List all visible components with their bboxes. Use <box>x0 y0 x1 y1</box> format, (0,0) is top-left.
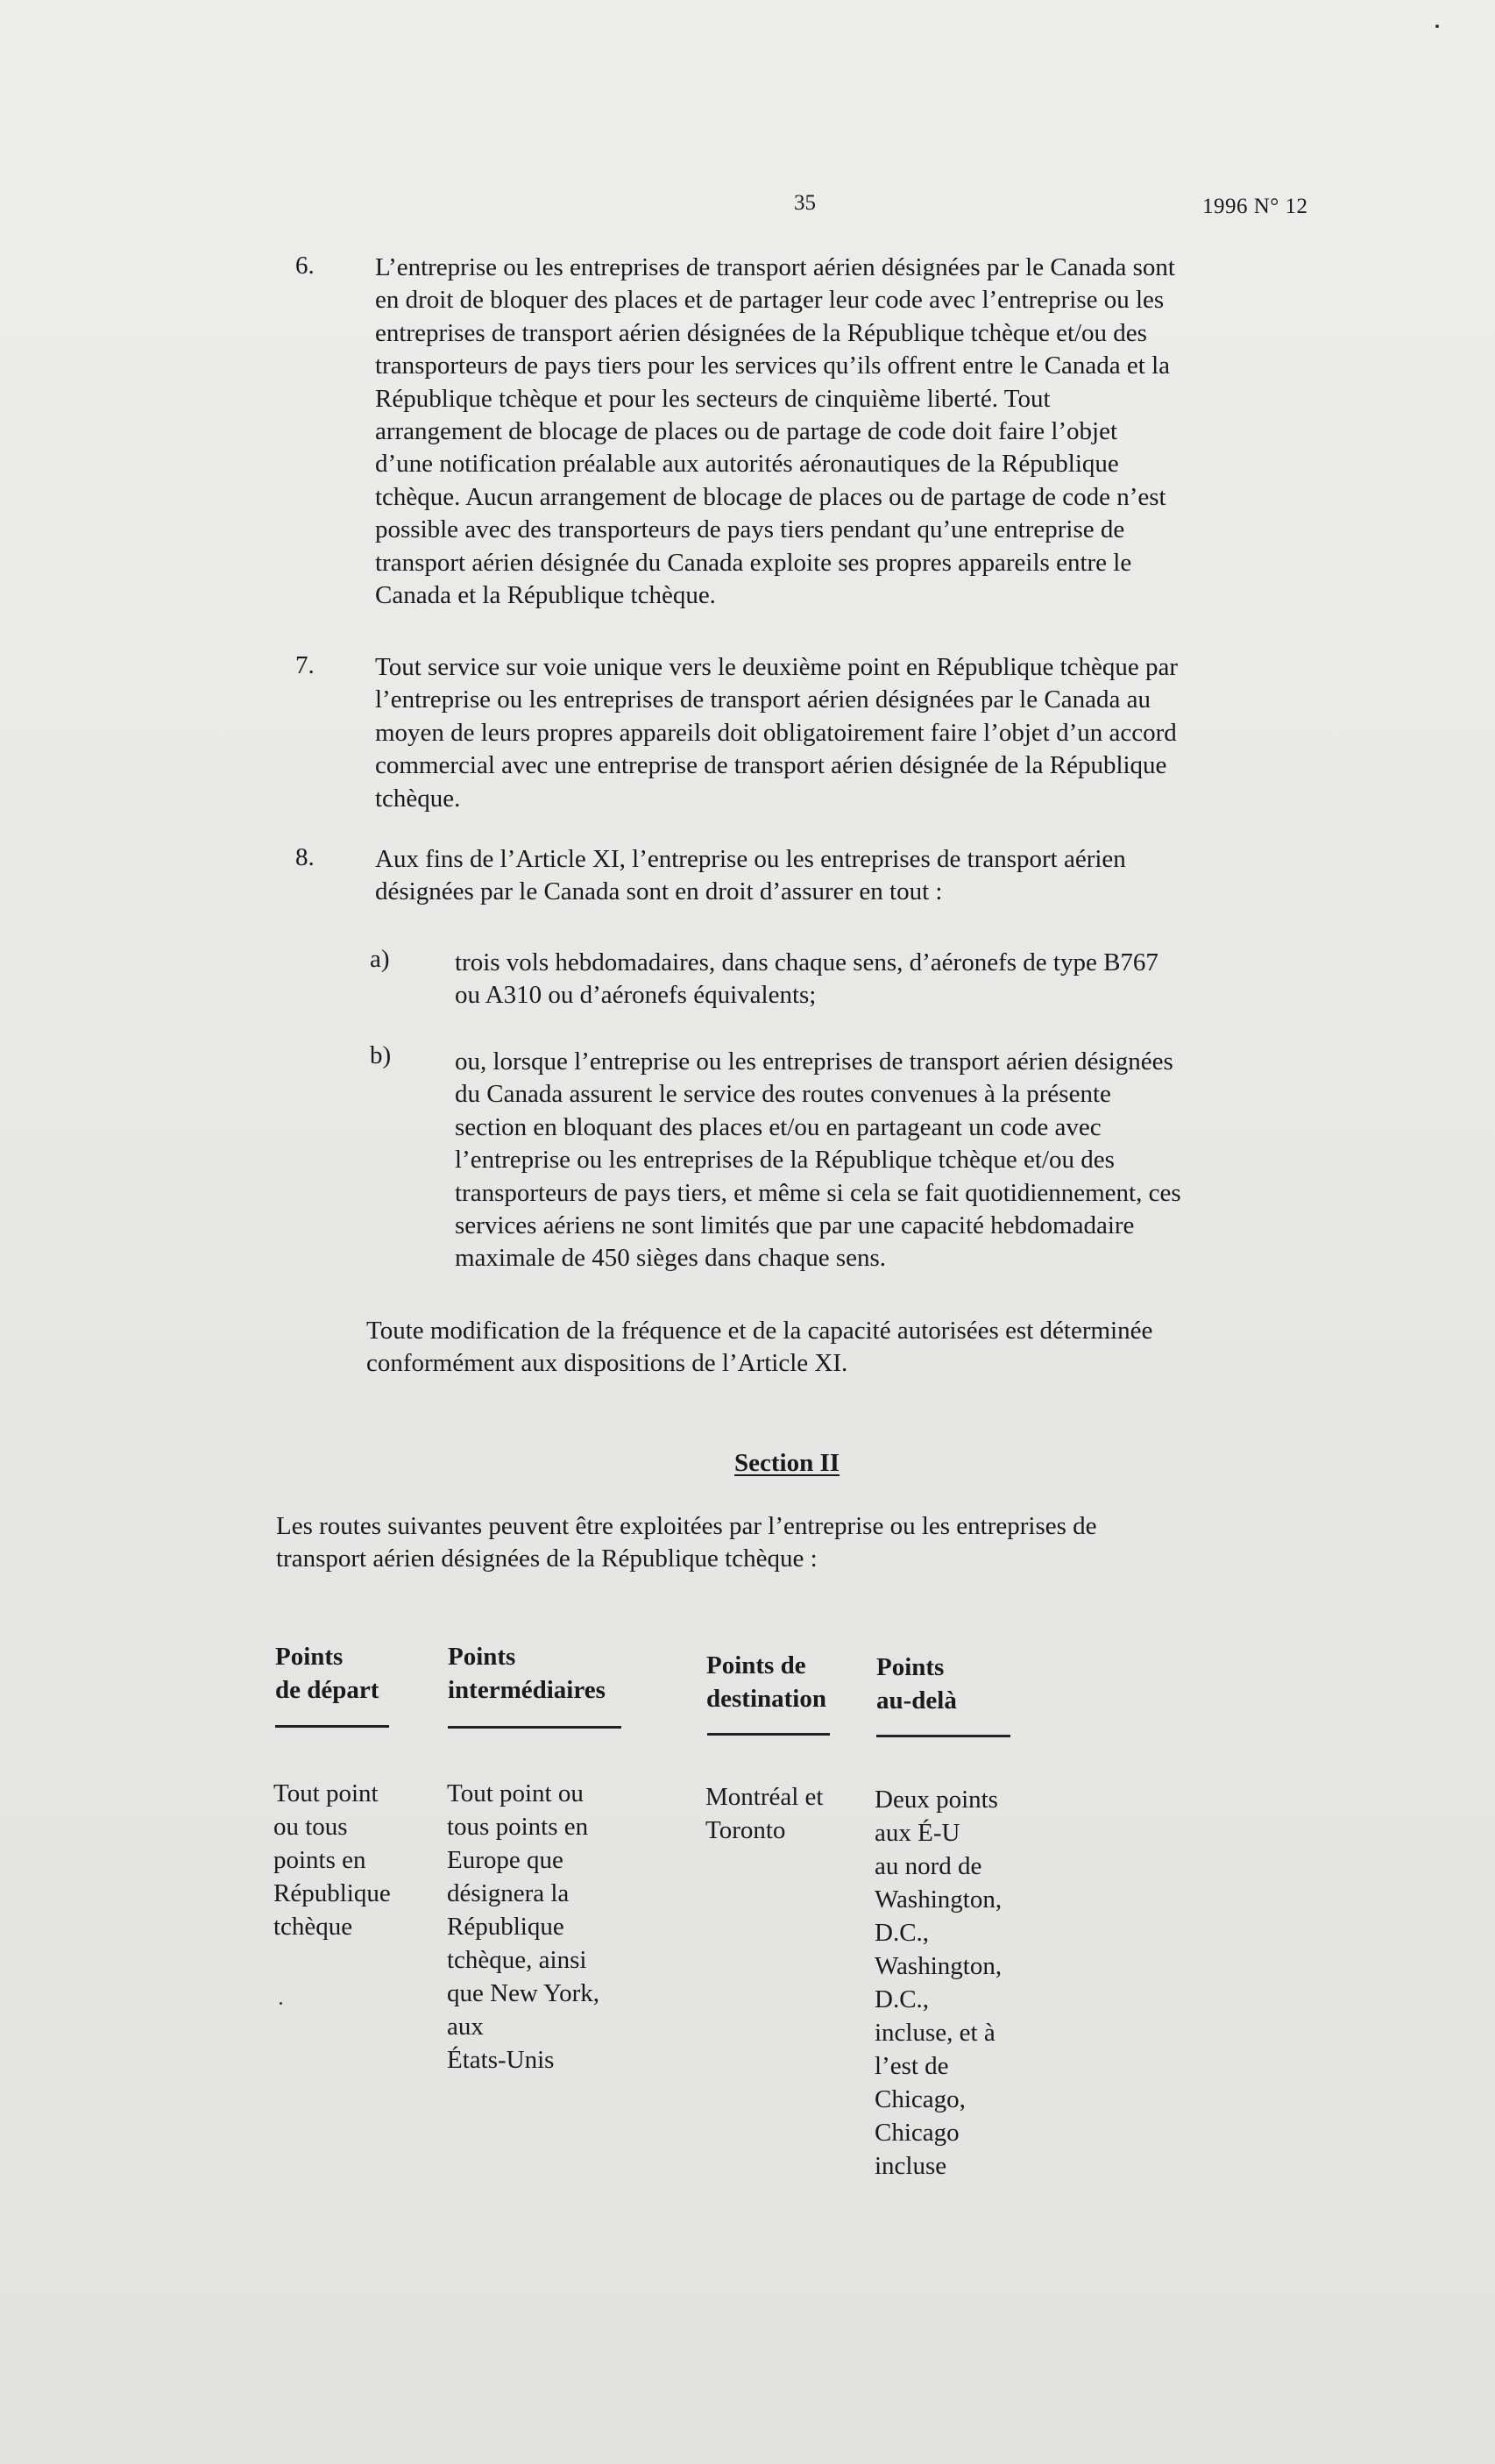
paragraph-line: ou A310 ou d’aéronefs équivalents; <box>455 981 817 1010</box>
table-cell-destination <box>705 1780 823 1847</box>
cell-line: Tout point <box>273 1779 379 1807</box>
cell-line: Europe que <box>447 1846 563 1874</box>
cell-line: tchèque <box>273 1913 353 1941</box>
paragraph-line: trois vols hebdomadaires, dans chaque sens, d’aéronefs de type B767 <box>455 948 1158 976</box>
subitem-label-a: a) <box>370 945 390 973</box>
paragraph-line: moyen de leurs propres appareils doit obligatoirement faire l’objet d’un accord <box>375 718 1177 747</box>
column-header-line: au-delà <box>876 1686 957 1715</box>
section-title: Section II <box>734 1449 840 1477</box>
paragraph-line: désignées par le Canada sont en droit d’assurer en tout : <box>375 877 943 906</box>
paragraph-line: arrangement de blocage de places ou de partage de code doit faire l’objet <box>375 417 1118 446</box>
paragraph-line: services aériens ne sont limités que par une capacité hebdomadaire <box>455 1211 1135 1240</box>
paragraph-line: d’une notification préalable aux autorités aéronautiques de la République <box>375 450 1119 479</box>
cell-line: Chicago, <box>875 2085 966 2113</box>
paragraph-line: possible avec des transporteurs de pays tiers pendant qu’une entreprise de <box>375 515 1125 544</box>
table-cell-intermediate <box>447 1777 599 2077</box>
column-header-line: Points de <box>706 1651 806 1679</box>
paragraph-6 <box>375 252 1330 612</box>
paragraph-line: Les routes suivantes peuvent être exploitées par l’entreprise ou les entreprises de <box>276 1512 1097 1540</box>
paragraph-line: transporteurs de pays tiers, et même si cela se fait quotidiennement, ces <box>455 1178 1181 1207</box>
column-header-line: Points <box>275 1643 344 1671</box>
cell-line: l’est de <box>875 2052 949 2080</box>
paragraph-line: l’entreprise ou les entreprises de transport aérien désignées par le Canada au <box>375 685 1151 714</box>
scan-speck <box>1435 25 1439 28</box>
cell-line: Montréal et <box>705 1783 824 1811</box>
paragraph-line: L’entreprise ou les entreprises de transport aérien désignées par le Canada sont <box>375 253 1175 281</box>
paragraph-line: en droit de bloquer des places et de partager leur code avec l’entreprise ou les <box>375 286 1165 315</box>
paragraph-line: Tout service sur voie unique vers le deuxième point en République tchèque par <box>375 653 1179 681</box>
cell-line: que New York, <box>447 1979 599 2007</box>
paragraph-line: l’entreprise ou les entreprises de la République tchèque et/ou des <box>455 1146 1115 1175</box>
cell-line: tous points en <box>447 1813 589 1841</box>
column-header-destination <box>706 1649 826 1715</box>
table-cell-departure <box>273 1777 391 1943</box>
section-intro <box>276 1510 1310 1576</box>
cell-line: D.C., <box>875 1985 930 2013</box>
cell-line: D.C., <box>875 1919 930 1947</box>
cell-line: incluse <box>875 2152 947 2180</box>
column-header-line: de départ <box>275 1676 379 1704</box>
subitem-label-b: b) <box>370 1041 392 1069</box>
cell-line: aux É-U <box>875 1819 960 1847</box>
item-number-8: 8. <box>295 843 315 871</box>
column-header-departure <box>275 1640 379 1707</box>
paragraph-line: du Canada assurent le service des routes convenues à la présente <box>455 1080 1111 1109</box>
cell-line: tchèque, ainsi <box>447 1946 587 1974</box>
cell-line: Washington, <box>875 1885 1003 1914</box>
table-cell-beyond <box>875 1783 1002 2183</box>
cell-line: République <box>273 1879 391 1907</box>
paragraph-line: transporteurs de pays tiers pour les services qu’ils offrent entre le Canada et la <box>375 351 1171 380</box>
column-header-rule <box>707 1733 830 1736</box>
subitem-b <box>455 1046 1331 1275</box>
cell-line: désignera la <box>447 1879 570 1907</box>
cell-line: Washington, <box>875 1952 1003 1980</box>
paragraph-line: transport aérien désignées de la République tchèque : <box>276 1544 818 1573</box>
page-number: 35 <box>794 191 816 215</box>
cell-line: Chicago <box>875 2119 960 2147</box>
paragraph-line: conformément aux dispositions de l’Article XI. <box>366 1349 848 1378</box>
cell-line: Toronto <box>705 1816 786 1844</box>
cell-line: République <box>447 1913 564 1941</box>
cell-line: points en <box>273 1846 366 1874</box>
paragraph-line: ou, lorsque l’entreprise ou les entreprises de transport aérien désignées <box>455 1047 1173 1076</box>
paragraph-line: Aux fins de l’Article XI, l’entreprise ou les entreprises de transport aérien <box>375 845 1126 873</box>
paragraph-line: entreprises de transport aérien désignées de la République tchèque et/ou des <box>375 318 1147 347</box>
paragraph-8 <box>375 843 1330 909</box>
column-header-rule <box>448 1726 621 1729</box>
paragraph-line: Toute modification de la fréquence et de la capacité autorisées est déterminée <box>366 1317 1153 1345</box>
paragraph-line: commercial avec une entreprise de transport aérien désignée de la République <box>375 751 1167 780</box>
paragraph-7 <box>375 651 1330 815</box>
item-number-6: 6. <box>295 252 315 280</box>
column-header-beyond <box>876 1651 957 1717</box>
paragraph-8-closing <box>366 1315 1321 1381</box>
cell-line: au nord de <box>875 1852 982 1880</box>
cell-line: Tout point ou <box>447 1779 584 1807</box>
paragraph-line: tchèque. <box>375 784 461 813</box>
paragraph-line: transport aérien désignée du Canada exploite ses propres appareils entre le <box>375 548 1132 577</box>
column-header-rule <box>275 1725 389 1728</box>
paragraph-line: section en bloquant des places et/ou en partageant un code avec <box>455 1112 1102 1141</box>
issue-reference: 1996 N° 12 <box>1202 195 1308 218</box>
subitem-a <box>455 947 1331 1012</box>
cell-line: ou tous <box>273 1813 348 1841</box>
column-header-line: Points <box>876 1653 945 1681</box>
column-header-line: destination <box>706 1685 826 1713</box>
paragraph-line: maximale de 450 sièges dans chaque sens. <box>455 1244 887 1273</box>
column-header-line: Points <box>448 1643 516 1671</box>
cell-line: États-Unis <box>447 2046 555 2074</box>
item-number-7: 7. <box>295 651 315 679</box>
cell-line: aux <box>447 2013 484 2041</box>
column-header-rule <box>876 1735 1010 1737</box>
column-header-intermediate <box>448 1640 606 1707</box>
paragraph-line: République tchèque et pour les secteurs de cinquième liberté. Tout <box>375 384 1051 413</box>
scan-speck <box>280 2002 282 2005</box>
paragraph-line: tchèque. Aucun arrangement de blocage de places ou de partage de code n’est <box>375 482 1166 511</box>
cell-line: Deux points <box>875 1786 998 1814</box>
cell-line: incluse, et à <box>875 2019 995 2047</box>
paragraph-line: Canada et la République tchèque. <box>375 581 716 610</box>
column-header-line: intermédiaires <box>448 1676 606 1704</box>
